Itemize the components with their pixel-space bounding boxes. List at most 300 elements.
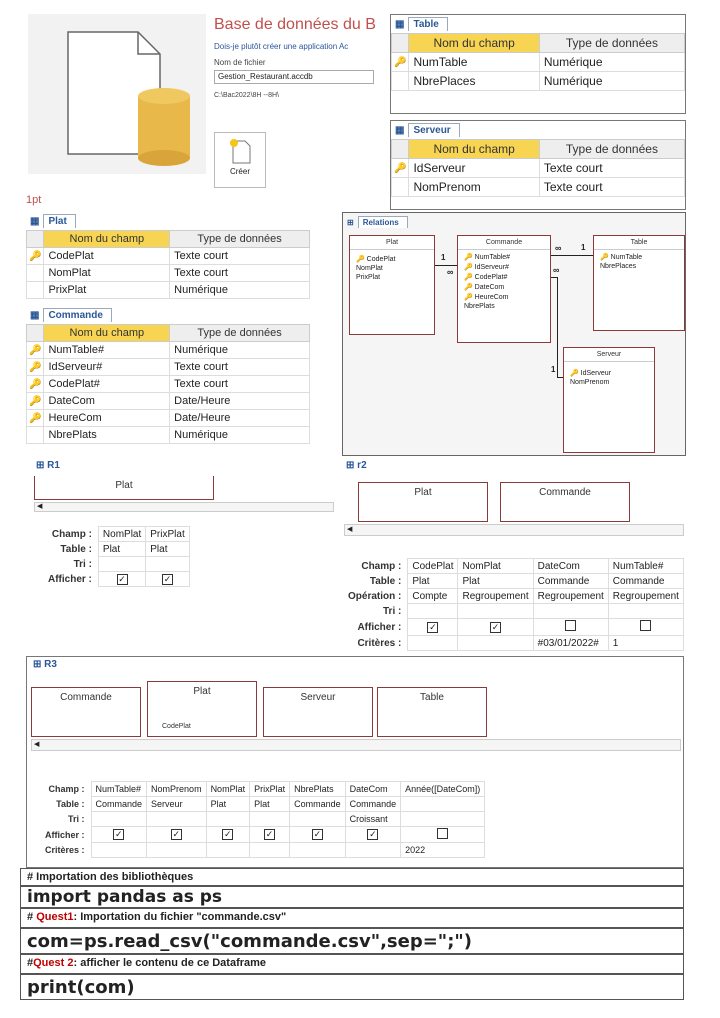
r2-cell-show[interactable] bbox=[608, 619, 683, 636]
rel-line-table bbox=[551, 255, 593, 256]
table-design-icon: ▦ bbox=[395, 18, 405, 30]
plat-design-icon: ▦ bbox=[30, 215, 40, 227]
r2-cell-tri[interactable] bbox=[533, 604, 608, 619]
serveur-field-name[interactable]: IdServeur bbox=[409, 159, 539, 178]
r3-cell-champ[interactable]: NumTable# bbox=[91, 782, 147, 797]
commande-field-type[interactable]: Texte court bbox=[170, 359, 310, 376]
table-field-name[interactable]: NumTable bbox=[409, 53, 539, 72]
r2-cell-champ[interactable]: NumTable# bbox=[608, 559, 683, 574]
commande-row-selector bbox=[27, 427, 44, 444]
r2-table-commande[interactable] bbox=[500, 482, 630, 522]
rel-serveur-item bbox=[564, 368, 654, 378]
show-checkbox[interactable] bbox=[437, 828, 448, 839]
r3-cell-crit[interactable] bbox=[250, 843, 290, 858]
rel-plat-item-label: NomPlat bbox=[356, 265, 383, 272]
plat-field-row[interactable] bbox=[27, 265, 310, 282]
r3-cell-champ[interactable]: NomPrenom bbox=[147, 782, 207, 797]
primary-key-icon: 🔑 bbox=[570, 370, 581, 377]
r3-cell-table[interactable]: Commande bbox=[290, 797, 346, 812]
r3-table-serveur[interactable] bbox=[263, 687, 373, 737]
r3-cell-champ[interactable]: PrixPlat bbox=[250, 782, 290, 797]
rel-table-box[interactable] bbox=[593, 235, 685, 331]
serveur-row-selector bbox=[392, 178, 409, 197]
r2-cell-table[interactable]: Plat bbox=[408, 574, 458, 589]
r2-table-plat[interactable] bbox=[358, 482, 488, 522]
r3-cell-tri[interactable] bbox=[250, 812, 290, 827]
plat-design-view bbox=[26, 212, 310, 298]
r2-query-icon: ⊞ bbox=[346, 460, 355, 471]
code-print: print(com) bbox=[20, 974, 684, 1000]
r1-grid-row bbox=[44, 527, 189, 542]
r1-cell-tri[interactable] bbox=[98, 557, 145, 572]
r2-cell-champ[interactable]: NomPlat bbox=[458, 559, 533, 574]
r1-query bbox=[26, 458, 336, 652]
r2-cell-op[interactable]: Regroupement bbox=[533, 589, 608, 604]
r3-cell-crit[interactable] bbox=[206, 843, 250, 858]
app-link[interactable]: Dois-je plutôt créer une application Ac bbox=[214, 42, 349, 51]
r2-cell-show[interactable] bbox=[533, 619, 608, 636]
rel-plat-item bbox=[350, 264, 434, 273]
show-checkbox[interactable] bbox=[640, 620, 651, 631]
rel-serveur-item-label: NomPrenom bbox=[570, 379, 610, 386]
r3-cell-show[interactable] bbox=[147, 827, 207, 843]
show-checkbox[interactable]: ✓ bbox=[224, 829, 232, 839]
blank-database-thumbnail[interactable] bbox=[28, 14, 206, 174]
serveur-field-row[interactable] bbox=[392, 159, 685, 178]
commande-field-row[interactable] bbox=[27, 342, 310, 359]
r3-query-icon: ⊞ bbox=[33, 659, 42, 670]
plat-field-type[interactable]: Numérique bbox=[170, 282, 310, 299]
commande-design-icon: ▦ bbox=[30, 309, 40, 321]
database-document-icon bbox=[28, 14, 206, 174]
primary-key-icon: 🔑 bbox=[27, 376, 44, 393]
rel-table-item bbox=[594, 262, 684, 271]
relations-icon: ⊞ bbox=[347, 217, 354, 227]
rel-commande-item-label: HeureCom bbox=[474, 294, 509, 301]
r1-cell-champ[interactable]: PrixPlat bbox=[146, 527, 189, 542]
serveur-field-type[interactable]: Texte court bbox=[539, 178, 684, 197]
r1-cell-show[interactable] bbox=[98, 572, 145, 587]
rel-plat-item bbox=[350, 254, 434, 264]
commande-field-name[interactable]: IdServeur# bbox=[44, 359, 170, 376]
r3-grid-row bbox=[41, 782, 485, 797]
primary-key-icon: 🔑 bbox=[27, 410, 44, 427]
r3-cell-show[interactable] bbox=[345, 827, 401, 843]
plat-row-selector bbox=[27, 282, 44, 299]
rel-line-plat bbox=[435, 265, 457, 266]
quest1-label: Quest1 bbox=[36, 911, 74, 923]
commande-field-name[interactable]: CodePlat# bbox=[44, 376, 170, 393]
show-checkbox[interactable]: ✓ bbox=[369, 829, 377, 839]
rel-serveur-item bbox=[564, 378, 654, 387]
rel-table-item-label: NbrePlaces bbox=[600, 263, 637, 270]
comment-quest2 bbox=[20, 954, 684, 974]
rel-commande-item-label: CodePlat# bbox=[474, 274, 508, 281]
r3-cell-crit[interactable]: 2022 bbox=[401, 843, 485, 858]
r2-grid-row bbox=[344, 619, 683, 636]
r2-cell-crit[interactable]: 1 bbox=[608, 636, 683, 651]
r1-tab-label: R1 bbox=[47, 460, 60, 471]
r2-cell-op[interactable]: Regroupement bbox=[608, 589, 683, 604]
r3-table-serveur-title: Serveur bbox=[300, 692, 336, 703]
r3-plat-field: CodePlat bbox=[162, 723, 191, 730]
r3-row-label: Tri : bbox=[68, 814, 85, 824]
r3-row-label: Afficher : bbox=[45, 829, 85, 840]
commande-field-type[interactable]: Date/Heure bbox=[170, 393, 310, 410]
table-field-name[interactable]: NbrePlaces bbox=[409, 72, 539, 91]
rel-commande-item bbox=[458, 292, 550, 302]
plat-field-type[interactable]: Texte court bbox=[170, 248, 310, 265]
r1-grid-row bbox=[44, 572, 189, 587]
primary-key-icon: 🔑 bbox=[356, 256, 367, 263]
r3-cell-table[interactable]: Commande bbox=[345, 797, 401, 812]
r3-cell-crit[interactable] bbox=[91, 843, 147, 858]
serveur-tab-label: Serveur bbox=[408, 123, 459, 137]
primary-key-icon: 🔑 bbox=[392, 159, 409, 178]
r2-scrollbar[interactable] bbox=[344, 524, 684, 536]
commande-field-name[interactable]: HeureCom bbox=[44, 410, 170, 427]
serveur-tab[interactable] bbox=[391, 121, 685, 139]
r3-grid-row bbox=[41, 827, 485, 843]
r1-row-label: Tri : bbox=[73, 558, 92, 570]
r1-row-label: Table : bbox=[60, 543, 92, 555]
rel-plat-title: Plat bbox=[350, 236, 434, 250]
r1-grid-row bbox=[44, 557, 189, 572]
r3-cell-champ[interactable]: NbrePlats bbox=[290, 782, 346, 797]
r1-cell-table[interactable]: Plat bbox=[98, 542, 145, 557]
r3-scrollbar[interactable] bbox=[31, 739, 681, 751]
r3-row-label: Champ : bbox=[48, 784, 85, 794]
r2-row-label: Opération : bbox=[348, 590, 402, 602]
rel-table-title: Table bbox=[594, 236, 684, 250]
r2-cell-tri[interactable] bbox=[458, 604, 533, 619]
plat-field-name[interactable]: CodePlat bbox=[44, 248, 170, 265]
serveur-design-view bbox=[390, 120, 686, 210]
r2-tab[interactable] bbox=[340, 458, 688, 473]
r2-cell-champ[interactable]: DateCom bbox=[533, 559, 608, 574]
commande-field-name[interactable]: NumTable# bbox=[44, 342, 170, 359]
r2-grid-row bbox=[344, 559, 683, 574]
r3-cell-table[interactable] bbox=[401, 797, 485, 812]
r3-cell-show[interactable] bbox=[401, 827, 485, 843]
rel-commande-item bbox=[458, 252, 550, 262]
r1-scroll-left-icon[interactable]: ◀ bbox=[37, 503, 43, 510]
create-button[interactable] bbox=[214, 132, 266, 188]
table-row-selector bbox=[392, 72, 409, 91]
rel-commande-item bbox=[458, 302, 550, 311]
r2-row-label: Critères : bbox=[357, 637, 402, 649]
file-path: C:\Bac2022\8H --8H\ bbox=[214, 92, 279, 99]
code-import: import pandas as ps bbox=[20, 886, 684, 908]
plat-type-header[interactable]: Type de données bbox=[170, 231, 310, 248]
serveur-design-icon: ▦ bbox=[395, 124, 405, 136]
r3-cell-show[interactable] bbox=[91, 827, 147, 843]
plat-tab[interactable] bbox=[26, 212, 310, 230]
r1-row-label: Afficher : bbox=[48, 573, 92, 585]
serveur-field-row[interactable] bbox=[392, 178, 685, 197]
primary-key-icon: 🔑 bbox=[464, 254, 475, 261]
r1-table-plat-title: Plat bbox=[115, 480, 133, 491]
table-design-view bbox=[390, 14, 686, 114]
commande-field-name[interactable]: DateCom bbox=[44, 393, 170, 410]
rel-commande-item-label: NbrePlats bbox=[464, 303, 495, 310]
plat-field-name[interactable]: PrixPlat bbox=[44, 282, 170, 299]
comment-quest1-pre: # bbox=[27, 911, 37, 923]
r3-cell-show[interactable] bbox=[290, 827, 346, 843]
rel-serveur-title: Serveur bbox=[564, 348, 654, 362]
primary-key-icon: 🔑 bbox=[464, 294, 475, 301]
r2-cell-tri[interactable] bbox=[408, 604, 458, 619]
rel-table-item bbox=[594, 252, 684, 262]
r3-cell-tri[interactable] bbox=[206, 812, 250, 827]
plat-key-col bbox=[27, 231, 44, 248]
r3-table-commande[interactable] bbox=[31, 687, 141, 737]
serveur-header-row bbox=[392, 140, 685, 159]
r2-cell-crit[interactable] bbox=[408, 636, 458, 651]
rel-plat-box[interactable] bbox=[349, 235, 435, 335]
r2-cell-table[interactable]: Commande bbox=[533, 574, 608, 589]
r3-table-table[interactable] bbox=[377, 687, 487, 737]
r3-table-plat[interactable] bbox=[147, 681, 257, 737]
rel-commande-box[interactable] bbox=[457, 235, 551, 343]
r3-scroll-left-icon[interactable]: ◀ bbox=[34, 741, 40, 748]
commande-field-type[interactable]: Numérique bbox=[170, 342, 310, 359]
code-read-csv: com=ps.read_csv("commande.csv",sep=";") bbox=[20, 928, 684, 954]
r3-cell-champ[interactable]: DateCom bbox=[345, 782, 401, 797]
r3-cell-crit[interactable] bbox=[147, 843, 207, 858]
rel-commande-item-label: IdServeur# bbox=[474, 264, 509, 271]
plat-field-header[interactable]: Nom du champ bbox=[44, 231, 170, 248]
commande-field-type[interactable]: Numérique bbox=[170, 427, 310, 444]
show-checkbox[interactable]: ✓ bbox=[163, 573, 172, 584]
show-checkbox[interactable]: ✓ bbox=[115, 829, 123, 839]
rel-plat-item-label: CodePlat bbox=[366, 256, 396, 263]
table-header-row bbox=[392, 34, 685, 53]
rel-plat-item-label: PrixPlat bbox=[356, 274, 381, 281]
relations-window bbox=[342, 212, 686, 456]
r2-cell-table[interactable]: Plat bbox=[458, 574, 533, 589]
r2-cell-tri[interactable] bbox=[608, 604, 683, 619]
commande-field-type[interactable]: Date/Heure bbox=[170, 410, 310, 427]
r2-cell-table[interactable]: Commande bbox=[608, 574, 683, 589]
comment-quest1-text: : Importation du fichier "commande.csv" bbox=[73, 911, 287, 923]
commande-field-row[interactable] bbox=[27, 410, 310, 427]
r3-cell-table[interactable]: Plat bbox=[250, 797, 290, 812]
table-field-row[interactable] bbox=[392, 72, 685, 91]
r3-cell-show[interactable] bbox=[206, 827, 250, 843]
r3-cell-table[interactable]: Plat bbox=[206, 797, 250, 812]
r2-row-label: Afficher : bbox=[357, 621, 402, 633]
r3-cell-table[interactable]: Serveur bbox=[147, 797, 207, 812]
r2-table-commande-title: Commande bbox=[539, 487, 591, 498]
rel-many-table: ∞ bbox=[555, 243, 562, 253]
primary-key-icon: 🔑 bbox=[392, 53, 409, 72]
relations-tab[interactable] bbox=[343, 213, 685, 231]
commande-type-header[interactable]: Type de données bbox=[170, 325, 310, 342]
r2-cell-op[interactable]: Regroupement bbox=[458, 589, 533, 604]
primary-key-icon: 🔑 bbox=[464, 274, 475, 281]
commande-field-row[interactable] bbox=[27, 376, 310, 393]
r2-grid-row bbox=[344, 574, 683, 589]
r3-query bbox=[26, 656, 684, 868]
r3-cell-tri[interactable] bbox=[401, 812, 485, 827]
commande-field-header[interactable]: Nom du champ bbox=[44, 325, 170, 342]
rel-one-table: 1 bbox=[581, 243, 586, 252]
commande-tab-label: Commande bbox=[43, 308, 111, 322]
show-checkbox[interactable]: ✓ bbox=[118, 573, 126, 584]
serveur-field-header[interactable]: Nom du champ bbox=[409, 140, 539, 159]
r3-cell-crit[interactable] bbox=[345, 843, 401, 858]
primary-key-icon: 🔑 bbox=[27, 342, 44, 359]
commande-field-name[interactable]: NbrePlats bbox=[44, 427, 170, 444]
r1-cell-table[interactable]: Plat bbox=[146, 542, 189, 557]
r1-scrollbar[interactable] bbox=[34, 502, 334, 512]
r2-scroll-left-icon[interactable]: ◀ bbox=[347, 526, 353, 533]
commande-key-col bbox=[27, 325, 44, 342]
serveur-field-name[interactable]: NomPrenom bbox=[409, 178, 539, 197]
commande-header-row bbox=[27, 325, 310, 342]
show-checkbox[interactable]: ✓ bbox=[265, 829, 274, 839]
r1-grid-row bbox=[44, 542, 189, 557]
r2-cell-crit[interactable] bbox=[458, 636, 533, 651]
commande-field-row[interactable] bbox=[27, 359, 310, 376]
rel-commande-item-label: DateCom bbox=[474, 284, 505, 291]
r3-tab-label: R3 bbox=[44, 659, 57, 670]
r3-grid-row bbox=[41, 843, 485, 858]
r2-grid-row bbox=[344, 589, 683, 604]
file-name-label: Nom de fichier bbox=[214, 58, 266, 67]
rel-commande-item bbox=[458, 272, 550, 282]
r2-cell-show[interactable] bbox=[408, 619, 458, 636]
quest2-label: Quest 2 bbox=[33, 957, 74, 969]
comment-quest2-pre: # bbox=[27, 957, 34, 969]
r2-row-label: Table : bbox=[369, 575, 402, 587]
rel-one-plat: 1 bbox=[441, 253, 446, 262]
plat-header-row bbox=[27, 231, 310, 248]
r3-cell-crit[interactable] bbox=[290, 843, 346, 858]
serveur-type-header[interactable]: Type de données bbox=[539, 140, 684, 159]
show-checkbox[interactable]: ✓ bbox=[172, 829, 181, 839]
comment-quest1 bbox=[20, 908, 684, 928]
r2-cell-show[interactable] bbox=[458, 619, 533, 636]
serveur-key-col bbox=[392, 140, 409, 159]
r3-cell-champ[interactable]: NomPlat bbox=[206, 782, 250, 797]
plat-field-row[interactable] bbox=[27, 282, 310, 299]
r1-cell-show[interactable] bbox=[146, 572, 189, 587]
r2-row-label: Tri : bbox=[383, 605, 402, 617]
plat-tab-label: Plat bbox=[43, 214, 75, 228]
r3-grid-row bbox=[41, 812, 485, 827]
table-tab-label: Table bbox=[408, 17, 447, 31]
primary-key-icon: 🔑 bbox=[27, 393, 44, 410]
r2-tab-label: r2 bbox=[357, 460, 367, 471]
r1-row-label: Champ : bbox=[51, 528, 92, 540]
primary-key-icon: 🔑 bbox=[600, 254, 611, 261]
r3-cell-tri[interactable] bbox=[91, 812, 147, 827]
show-checkbox[interactable]: ✓ bbox=[491, 621, 500, 632]
table-field-type[interactable]: Numérique bbox=[539, 53, 684, 72]
plat-field-name[interactable]: NomPlat bbox=[44, 265, 170, 282]
show-checkbox[interactable]: ✓ bbox=[313, 829, 322, 839]
rel-plat-item bbox=[350, 273, 434, 282]
primary-key-icon: 🔑 bbox=[464, 264, 475, 271]
rel-line-serveur-c bbox=[557, 377, 563, 378]
table-key-col bbox=[392, 34, 409, 53]
rel-line-serveur-b bbox=[557, 277, 558, 377]
commande-design-view bbox=[26, 306, 310, 454]
rel-table-item-label: NumTable bbox=[610, 254, 643, 261]
table-tab[interactable] bbox=[391, 15, 685, 33]
rel-commande-item-label: NumTable# bbox=[474, 254, 511, 261]
r3-cell-tri[interactable] bbox=[147, 812, 207, 827]
database-title: Base de données du B bbox=[214, 16, 376, 33]
primary-key-icon: 🔑 bbox=[464, 284, 475, 291]
r3-tab[interactable] bbox=[27, 657, 683, 672]
table-type-header[interactable]: Type de données bbox=[539, 34, 684, 53]
points-label: 1pt bbox=[26, 194, 42, 206]
table-field-row[interactable] bbox=[392, 53, 685, 72]
commande-field-row[interactable] bbox=[27, 427, 310, 444]
r1-cell-champ[interactable]: NomPlat bbox=[98, 527, 145, 542]
r3-cell-tri[interactable] bbox=[290, 812, 346, 827]
plat-row-selector bbox=[27, 265, 44, 282]
plat-field-row[interactable] bbox=[27, 248, 310, 265]
r1-query-icon: ⊞ bbox=[36, 460, 45, 471]
primary-key-icon: 🔑 bbox=[27, 359, 44, 376]
r2-grid-row bbox=[344, 636, 683, 651]
file-name-input[interactable]: Gestion_Restaurant.accdb bbox=[214, 70, 374, 84]
r2-cell-op[interactable]: Compte bbox=[408, 589, 458, 604]
serveur-field-type[interactable]: Texte court bbox=[539, 159, 684, 178]
commande-field-row[interactable] bbox=[27, 393, 310, 410]
comment-import: # Importation des bibliothèques bbox=[20, 868, 684, 886]
r3-table-plat-title: Plat bbox=[193, 686, 211, 697]
relations-tab-label: Relations bbox=[358, 216, 408, 228]
show-checkbox[interactable]: ✓ bbox=[429, 621, 437, 632]
r1-tab[interactable] bbox=[26, 458, 336, 473]
rel-commande-item bbox=[458, 262, 550, 272]
plat-field-type[interactable]: Texte court bbox=[170, 265, 310, 282]
new-database-panel bbox=[28, 14, 384, 204]
r2-table-plat-title: Plat bbox=[414, 487, 432, 498]
r3-cell-champ[interactable]: Année([DateCom]) bbox=[401, 782, 485, 797]
r3-cell-table[interactable]: Commande bbox=[91, 797, 147, 812]
r1-table-plat[interactable] bbox=[34, 476, 214, 500]
r3-table-table-title: Table bbox=[420, 692, 444, 703]
create-icon bbox=[225, 137, 255, 165]
r2-cell-champ[interactable]: CodePlat bbox=[408, 559, 458, 574]
r3-grid-row bbox=[41, 797, 485, 812]
primary-key-icon: 🔑 bbox=[27, 248, 44, 265]
r1-cell-tri[interactable] bbox=[146, 557, 189, 572]
rel-many-plat: ∞ bbox=[447, 267, 454, 277]
r2-cell-crit[interactable]: #03/01/2022# bbox=[533, 636, 608, 651]
table-field-type[interactable]: Numérique bbox=[539, 72, 684, 91]
table-field-header[interactable]: Nom du champ bbox=[409, 34, 539, 53]
r3-cell-tri[interactable]: Croissant bbox=[345, 812, 401, 827]
r3-table-commande-title: Commande bbox=[60, 692, 112, 703]
r3-cell-show[interactable] bbox=[250, 827, 290, 843]
commande-tab[interactable] bbox=[26, 306, 310, 324]
rel-serveur-box[interactable] bbox=[563, 347, 655, 453]
show-checkbox[interactable] bbox=[565, 620, 576, 631]
r2-row-label: Champ : bbox=[361, 560, 402, 572]
r2-grid-row bbox=[344, 604, 683, 619]
r2-query bbox=[340, 458, 688, 652]
comment-quest2-text: : afficher le contenu de ce Dataframe bbox=[73, 957, 267, 969]
commande-field-type[interactable]: Texte court bbox=[170, 376, 310, 393]
rel-one-serveur: 1 bbox=[551, 365, 556, 374]
